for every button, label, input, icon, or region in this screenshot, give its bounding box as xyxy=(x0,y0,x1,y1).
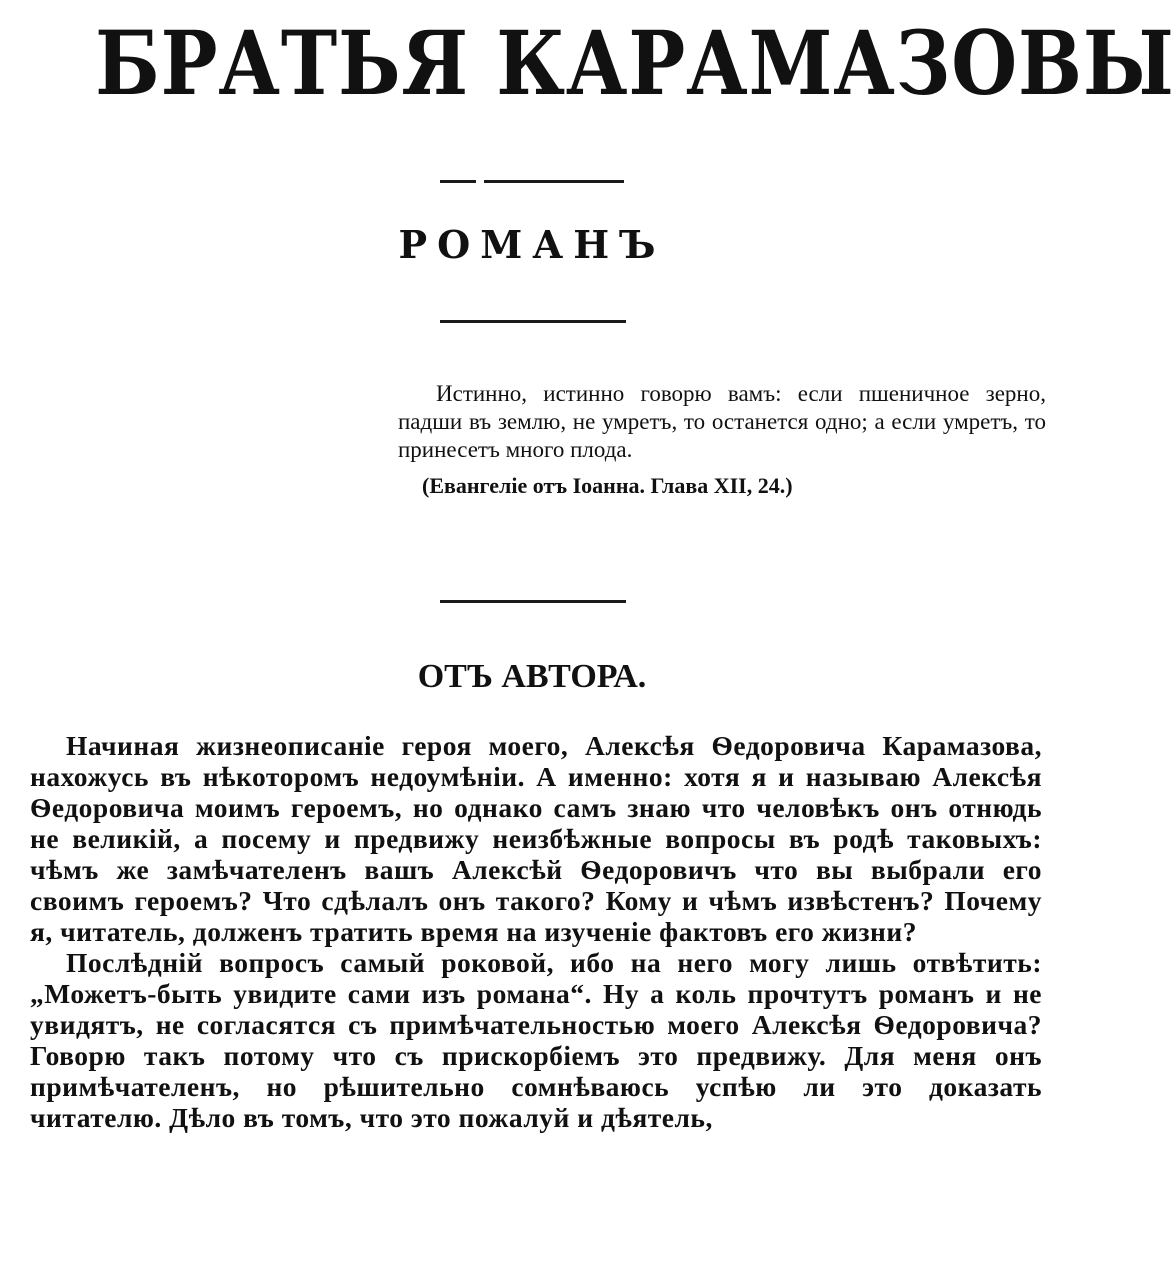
epigraph-source: (Евангеліе отъ Іоанна. Глава XII, 24.) xyxy=(422,473,793,498)
section-heading: ОТЪ АВТОРА. xyxy=(417,658,647,695)
paragraph: Начиная жизнеописаніе героя моего, Алексѣя Ѳедоровича Карамазова, нахожусь въ нѣкоторомъ недоумѣніи. А именно: хотя я и называю Алексѣя Ѳедоровича моимъ героемъ, но однако самъ знаю что человѣкъ онъ отнюдь не великій, а посему и предвижу неизбѣжные вопросы въ родѣ таковыхъ: чѣмъ же замѣчателенъ вашъ Алексѣй Ѳедоровичъ что вы выбрали его своимъ героемъ? Что сдѣлалъ онъ такого? Кому и чѣмъ извѣстенъ? Почему я, читатель, долженъ тратить время на изученіе фактовъ его жизни? xyxy=(30,730,1042,947)
epigraph xyxy=(398,380,1046,500)
body-text xyxy=(30,730,1042,1133)
epigraph-text: Истинно, истинно говорю вамъ: если пшеничное зерно, падши въ землю, не умретъ, то останется одно; а если умретъ, то принесетъ много плода. xyxy=(398,381,1046,462)
book-subtitle: РОМАНЪ xyxy=(398,222,666,267)
divider xyxy=(440,320,626,323)
divider xyxy=(440,600,626,603)
paragraph: Послѣдній вопросъ самый роковой, ибо на него могу лишь отвѣтить: „Можетъ-быть увидите сами изъ романа“. Ну а коль прочтутъ романъ и не увидятъ, не согласятся съ примѣчательностью моего Алексѣя Ѳедоровича? Говорю такъ потому что съ прискорбіемъ это предвижу. Для меня онъ примѣчателенъ, но рѣшительно сомнѣваюсь успѣю ли это доказать читателю. Дѣло въ томъ, что это пожалуй и дѣятель, xyxy=(30,947,1042,1133)
divider-short xyxy=(440,180,476,183)
book-title: БРАТЬЯ КАРАМАЗОВЫ xyxy=(95,11,1175,115)
divider-long xyxy=(484,180,624,183)
